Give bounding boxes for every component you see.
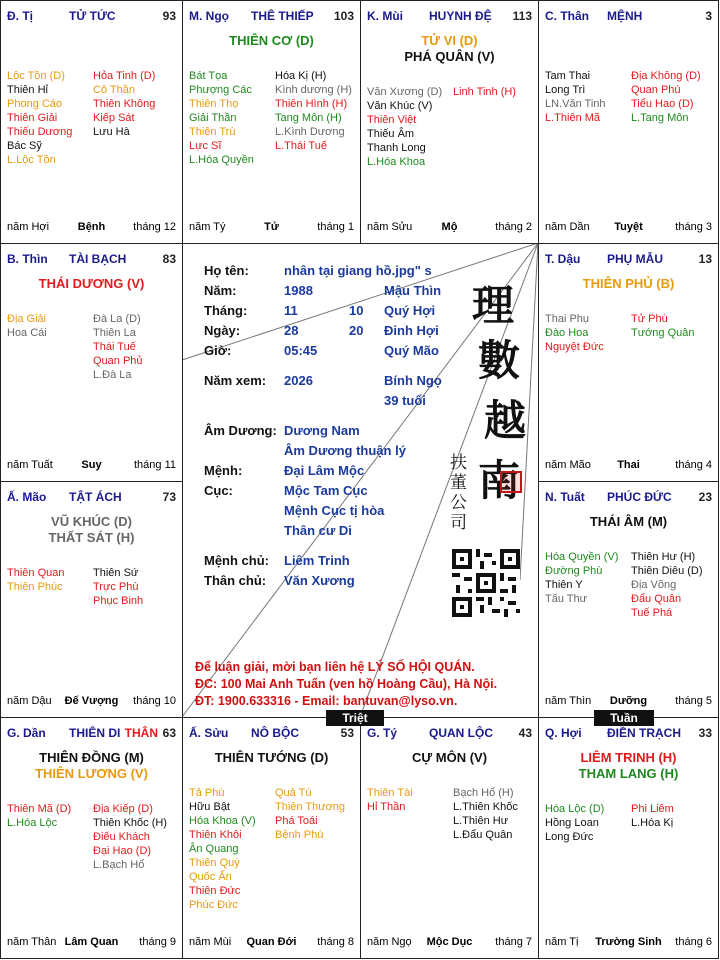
minor-star: Thiên Mã (D) [7, 803, 72, 815]
main-star: VŨ KHÚC (D) [51, 514, 132, 529]
minor-star: Thai Phụ [545, 313, 590, 325]
minor-stars-right [453, 786, 518, 842]
main-star: THÁI ÂM (M) [589, 514, 668, 529]
palace-header [367, 9, 532, 25]
palace-number: 113 [512, 9, 532, 23]
minor-star: Đường Phù [545, 565, 603, 577]
footer-month: tháng 2 [495, 221, 532, 233]
seal-char-1: 扶 [450, 453, 467, 473]
minor-star: Thiên Sứ [93, 567, 139, 579]
minor-star: Long Đức [545, 831, 594, 843]
minor-star: Quả Tú [275, 787, 312, 799]
palace-name: HUYNH ĐỆ [429, 9, 492, 23]
palace-name: THÊ THIẾP [251, 9, 314, 23]
minor-stars-right [631, 69, 701, 125]
minor-stars-left [367, 85, 442, 169]
footer-stage: Trường Sinh [595, 936, 662, 948]
footer-stage: Dưỡng [609, 695, 648, 707]
minor-star: Hỏa Tinh (D) [93, 70, 156, 82]
palace-cell [0, 243, 183, 482]
minor-stars-left [7, 566, 64, 594]
seal-char-2: 董 [450, 473, 467, 493]
minor-star: Nguyệt Đức [545, 341, 604, 353]
footer-month: tháng 5 [675, 695, 712, 707]
seal-char-4: 司 [450, 513, 467, 533]
minor-star: Thiên Quý [189, 857, 240, 869]
menh: Đại Lâm Mộc [284, 463, 365, 478]
minor-star: Tam Thai [545, 70, 591, 82]
footer-month: tháng 4 [675, 459, 712, 471]
minor-stars-right [631, 312, 695, 340]
minor-star: Thiếu Âm [367, 128, 415, 140]
palace-footer [545, 695, 712, 709]
minor-star: Bác Sỹ [7, 140, 42, 152]
minor-stars-right [275, 786, 345, 842]
ho-ten-label: Họ tên: [204, 263, 249, 278]
main-star: TỬ VI (D) [421, 33, 478, 48]
cuc-label: Cục: [204, 483, 233, 498]
minor-star: Thiên La [93, 327, 136, 339]
footer-stage: Mộc Dục [426, 936, 473, 948]
main-star: THIÊN CƠ (D) [229, 33, 314, 48]
minor-star: L.Thiên Khốc [453, 801, 518, 813]
palace-name: TẬT ÁCH [69, 490, 122, 504]
footer-stage: Tuyệt [614, 221, 643, 233]
thang: 11 [284, 303, 298, 318]
palace-cell [538, 481, 719, 718]
palace-footer [7, 695, 176, 709]
palace-header [189, 726, 354, 742]
footer-month: tháng 8 [317, 936, 354, 948]
minor-star: Tả Phù [189, 787, 225, 799]
palace-name: TỬ TỨC [69, 9, 116, 23]
palace-number: 13 [698, 252, 712, 266]
minor-star: Hóa Khoa (V) [189, 815, 256, 827]
minor-star: Tướng Quân [631, 327, 695, 339]
ngay-can: Đinh Hợi [384, 323, 439, 338]
main-star: THIÊN LƯƠNG (V) [35, 766, 148, 781]
palace-footer [545, 221, 712, 235]
main-star: THAM LANG (H) [578, 766, 679, 781]
minor-star: Giải Thần [189, 112, 237, 124]
minor-star: Ân Quang [189, 843, 239, 855]
footer-month: tháng 10 [133, 695, 176, 707]
footer-year: năm Hợi [7, 221, 50, 233]
ho-ten: nhân tại giang hồ.jpg" s [284, 263, 432, 278]
minor-stars-left [545, 550, 618, 606]
minor-star: L.Lộc Tồn [7, 154, 56, 166]
minor-star: Phá Toái [275, 815, 318, 827]
thang-can: Quý Hợi [384, 303, 436, 318]
am-duong-2: Âm Dương thuận lý [284, 443, 406, 458]
palace-cell [360, 0, 539, 244]
palace-number: 33 [698, 726, 712, 740]
minor-star: Phượng Các [189, 84, 252, 96]
minor-star: L.Thiên Hư [453, 815, 509, 827]
minor-stars-right [275, 69, 352, 153]
nam-label: Năm: [204, 283, 237, 298]
minor-star: Hóa Lộc (D) [545, 803, 605, 815]
minor-star: L.Hóa Quyền [189, 154, 254, 166]
palace-header [545, 252, 712, 268]
notice-line-3: ĐT: 1900.633316 - Email: bantuvan@lyso.vn. [195, 694, 458, 708]
minor-stars-right [453, 85, 516, 99]
palace-number: 73 [162, 490, 176, 504]
palace-footer [367, 221, 532, 235]
ngay: 28 [284, 323, 299, 338]
minor-star: Thiên Không [93, 98, 156, 110]
footer-year: năm Mão [545, 459, 591, 471]
palace-number: 93 [162, 9, 176, 23]
calligraphy-char-2: 數 [478, 336, 521, 385]
nam-xem: 2026 [284, 373, 313, 388]
minor-star: L.Thiên Mã [545, 112, 601, 124]
palace-position: G. Tý [367, 726, 398, 740]
palace-footer [189, 221, 354, 235]
cuc-2: Mệnh Cục tị hòa [284, 503, 385, 518]
minor-stars-left [545, 69, 606, 125]
minor-star: Địa Không (D) [631, 70, 701, 82]
nam-can: Mậu Thìn [384, 283, 442, 298]
tuoi: 39 tuổi [384, 393, 426, 408]
minor-star: Thiên Hư (H) [631, 551, 696, 563]
footer-month: tháng 9 [139, 936, 176, 948]
minor-stars-left [189, 69, 254, 167]
gio-can: Quý Mão [384, 343, 439, 358]
footer-stage: Quan Đới [246, 936, 297, 948]
footer-year: năm Thân [7, 936, 57, 948]
minor-star: Phong Cáo [7, 98, 63, 110]
palace-header [189, 9, 354, 25]
minor-star: Văn Khúc (V) [367, 100, 433, 112]
palace-footer [545, 936, 712, 950]
palace-name: PHỤ MẪU [607, 252, 663, 266]
am-duong-label: Âm Dương: [204, 423, 277, 438]
minor-star: Phi Liêm [631, 803, 674, 815]
minor-star: Bạch Hổ (H) [453, 787, 514, 799]
ngay-am: 20 [349, 323, 364, 338]
minor-star: Lưu Hà [93, 126, 130, 138]
minor-star: Lộc Tồn (D) [7, 70, 65, 82]
palace-position: Ấ. Mão [7, 490, 47, 504]
minor-star: L.Tang Môn [631, 112, 689, 124]
minor-star: Quốc Ấn [189, 871, 232, 883]
than-chu: Văn Xương [284, 573, 355, 588]
palace-cell [538, 717, 719, 959]
palace-footer [7, 221, 176, 235]
palace-footer [367, 936, 532, 950]
palace-header [7, 252, 176, 268]
minor-star: Thiên Y [545, 579, 583, 591]
footer-stage: Mộ [441, 221, 458, 233]
palace-name: ĐIỀN TRẠCH [607, 726, 681, 740]
palace-cell [0, 0, 183, 244]
minor-stars-left [367, 786, 413, 814]
minor-star: Đào Hoa [545, 327, 589, 339]
nam: 1988 [284, 283, 313, 298]
palace-header [7, 726, 176, 742]
palace-position: G. Dần [7, 726, 46, 740]
palace-cell [182, 0, 361, 244]
palace-header [367, 726, 532, 742]
qr-code [452, 549, 520, 617]
minor-star: LN.Văn Tinh [545, 98, 606, 110]
minor-star: Long Trì [545, 84, 586, 96]
than-marker: THÂN [124, 726, 158, 740]
palace-header [545, 9, 712, 25]
palace-number: 53 [340, 726, 354, 740]
thang-label: Tháng: [204, 303, 248, 318]
footer-year: năm Tý [189, 221, 226, 233]
calligraphy-char-4: 南 [478, 456, 521, 505]
minor-stars-left [189, 786, 256, 912]
palace-position: C. Thân [545, 9, 589, 23]
gio: 05:45 [284, 343, 318, 358]
minor-star: Thiên Thọ [189, 98, 239, 110]
minor-star: Hoa Cái [7, 327, 47, 339]
footer-year: năm Dần [545, 221, 590, 233]
minor-star: Quan Phù [631, 84, 681, 96]
palace-name: NÔ BỘC [251, 726, 299, 740]
minor-star: Tang Môn (H) [275, 112, 342, 124]
palace-number: 103 [333, 9, 354, 23]
minor-star: Thiên Khôi [189, 829, 242, 841]
palace-position: T. Dậu [545, 252, 581, 266]
palace-footer [545, 459, 712, 473]
palace-cell [182, 717, 361, 959]
minor-star: Thái Tuế [93, 341, 136, 353]
minor-star: L.Hóa Kị [631, 817, 674, 829]
am-duong: Dương Nam [284, 423, 360, 438]
minor-star: Quan Phủ [93, 355, 143, 367]
footer-month: tháng 6 [675, 936, 712, 948]
minor-stars-right [631, 550, 703, 620]
notice-line-1: Để luận giải, mời bạn liên hệ LÝ SỐ HỘI QUÁN. [195, 660, 475, 674]
minor-star: Hóa Kị (H) [275, 70, 327, 82]
palace-header [7, 490, 176, 506]
palace-position: Đ. Tị [7, 9, 33, 23]
minor-star: L.Bạch Hổ [93, 859, 145, 871]
minor-star: Thiên Hỉ [7, 84, 48, 96]
palace-footer [7, 459, 176, 473]
footer-year: năm Thìn [545, 695, 592, 707]
palace-position: B. Thìn [7, 252, 48, 266]
footer-stage: Bệnh [77, 221, 106, 233]
minor-star: Tử Phù [631, 313, 668, 325]
minor-star: Địa Kiếp (D) [93, 803, 153, 815]
palace-cell [0, 481, 183, 718]
notice-line-2: ĐC: 100 Mai Anh Tuấn (ven hồ Hoàng Cầu), Hà Nội. [195, 677, 498, 691]
than-chu-label: Thân chủ: [204, 573, 267, 588]
palace-name: QUAN LỘC [429, 726, 493, 740]
menh-chu: Liêm Trinh [284, 553, 350, 568]
main-star: THIÊN TƯỚNG (D) [214, 750, 329, 765]
footer-month: tháng 12 [133, 221, 176, 233]
main-star: THIÊN PHỦ (B) [582, 276, 675, 291]
minor-stars-right [93, 312, 143, 382]
thang-am: 10 [349, 303, 364, 318]
palace-name: TÀI BẠCH [69, 252, 127, 266]
footer-month: tháng 3 [675, 221, 712, 233]
minor-star: Hỉ Thần [367, 801, 406, 813]
minor-stars-left [7, 69, 72, 167]
palace-position: M. Ngọ [189, 9, 229, 23]
minor-star: Bát Tọa [189, 70, 228, 82]
ngay-label: Ngày: [204, 323, 241, 338]
minor-star: Thiên Diêu (D) [631, 565, 703, 577]
palace-cell [0, 717, 183, 959]
minor-star: Hữu Bật [189, 801, 230, 813]
palace-number: 3 [705, 9, 712, 23]
footer-stage: Thai [617, 459, 640, 471]
minor-star: Tuế Phá [631, 607, 673, 619]
footer-year: năm Mùi [189, 936, 232, 948]
minor-star: Trực Phù [93, 581, 139, 593]
footer-stage: Đế Vượng [64, 695, 119, 707]
minor-star: Thiên Hình (H) [275, 98, 348, 110]
minor-stars-left [7, 802, 71, 830]
nam-xem-can: Bính Ngọ [384, 373, 442, 388]
main-star: THIÊN ĐỒNG (M) [39, 750, 144, 765]
minor-stars-left [7, 312, 47, 340]
minor-star: Bệnh Phù [275, 829, 324, 841]
minor-star: Điếu Khách [93, 831, 150, 843]
cuc-3: Thân cư Di [284, 523, 352, 538]
footer-month: tháng 7 [495, 936, 532, 948]
footer-year: năm Dậu [7, 695, 52, 707]
minor-star: Đà La (D) [93, 313, 141, 325]
minor-stars-right [93, 69, 155, 139]
palace-cell [538, 243, 719, 482]
menh-label: Mệnh: [204, 463, 243, 478]
minor-star: L.Đẩu Quân [453, 829, 513, 841]
palace-number: 23 [698, 490, 712, 504]
palace-number: 83 [162, 252, 176, 266]
calligraphy-char-3: 越 [484, 396, 527, 445]
palace-position: N. Tuất [545, 490, 585, 504]
minor-stars-right [93, 802, 167, 872]
minor-stars-right [93, 566, 143, 608]
main-star: THẤT SÁT (H) [48, 530, 135, 545]
footer-stage: Suy [81, 459, 102, 471]
palace-footer [7, 936, 176, 950]
gio-label: Giờ: [204, 343, 232, 358]
main-star: PHÁ QUÂN (V) [404, 49, 495, 64]
footer-year: năm Tị [545, 936, 579, 948]
footer-year: năm Tuất [7, 459, 53, 471]
minor-star: Thiếu Dương [7, 126, 73, 138]
minor-star: Thiên Trù [189, 126, 236, 138]
calligraphy-char-1: 理 [472, 281, 515, 330]
footer-year: năm Sửu [367, 221, 413, 233]
minor-star: Phúc Đức [189, 899, 238, 911]
minor-stars-left [545, 312, 604, 354]
footer-month: tháng 11 [133, 459, 176, 471]
tuan-tag: Tuần [594, 710, 654, 726]
seal-char-3: 公 [450, 493, 467, 513]
minor-star: Địa Võng [631, 579, 677, 591]
minor-star: Thanh Long [367, 142, 426, 154]
center-info [182, 243, 538, 717]
palace-footer [189, 936, 354, 950]
nam-xem-label: Năm xem: [204, 373, 267, 388]
cuc: Mộc Tam Cục [284, 483, 368, 498]
minor-star: Thiên Thương [275, 801, 346, 813]
minor-stars-left [545, 802, 604, 844]
palace-header [545, 726, 712, 742]
palace-number: 63 [162, 726, 176, 740]
minor-star: Hồng Loan [545, 817, 599, 829]
minor-star: Linh Tinh (H) [453, 86, 516, 98]
minor-star: Thiên Việt [367, 114, 417, 126]
menh-chu-label: Mệnh chủ: [204, 553, 269, 568]
minor-star: Đại Hao (D) [93, 845, 152, 857]
minor-star: Thiên Khốc (H) [93, 817, 167, 829]
main-star: LIÊM TRINH (H) [580, 750, 677, 765]
palace-header [545, 490, 712, 506]
palace-position: K. Mùi [367, 9, 403, 23]
footer-stage: Tử [264, 221, 279, 233]
minor-star: Đẩu Quân [631, 593, 682, 605]
main-star: CỰ MÔN (V) [411, 750, 488, 765]
minor-stars-right [631, 802, 674, 830]
minor-star: L.Đà La [93, 369, 132, 381]
minor-star: Kiếp Sát [93, 112, 135, 124]
minor-star: L.Hóa Lộc [7, 817, 58, 829]
footer-year: năm Ngọ [367, 936, 412, 948]
minor-star: L.Hóa Khoa [367, 156, 426, 168]
palace-cell [538, 0, 719, 244]
minor-star: Địa Giải [7, 313, 47, 325]
minor-star: Thiên Quan [7, 567, 65, 579]
palace-name: PHÚC ĐỨC [607, 490, 672, 504]
minor-star: Tiểu Hao (D) [631, 98, 694, 110]
triet-tag: Triệt [326, 710, 384, 726]
minor-star: Hóa Quyền (V) [545, 551, 619, 563]
minor-star: Cô Thần [93, 84, 135, 96]
minor-star: Văn Xương (D) [367, 86, 443, 98]
minor-star: Thiên Tài [367, 787, 413, 799]
palace-position: Ấ. Sửu [189, 726, 229, 740]
red-seal [500, 471, 522, 493]
minor-star: Tấu Thư [545, 593, 588, 605]
footer-stage: Lâm Quan [64, 936, 119, 948]
minor-star: Thiên Phúc [7, 581, 63, 593]
main-star: THÁI DƯƠNG (V) [38, 276, 145, 291]
minor-star: L.Kình Dương [275, 126, 345, 138]
palace-cell [360, 717, 539, 959]
palace-name: THIÊN DI [69, 726, 121, 740]
palace-header [7, 9, 176, 25]
minor-star: Thiên Giải [7, 112, 58, 124]
palace-position: Q. Hợi [545, 726, 582, 740]
minor-star: Kình dương (H) [275, 84, 352, 96]
palace-number: 43 [518, 726, 532, 740]
minor-star: Lực Sĩ [189, 140, 222, 152]
minor-star: Phục Binh [93, 595, 144, 607]
footer-month: tháng 1 [317, 221, 354, 233]
minor-star: L.Thái Tuế [275, 140, 327, 152]
minor-star: Thiên Đức [189, 885, 241, 897]
palace-name: MỆNH [607, 9, 643, 23]
